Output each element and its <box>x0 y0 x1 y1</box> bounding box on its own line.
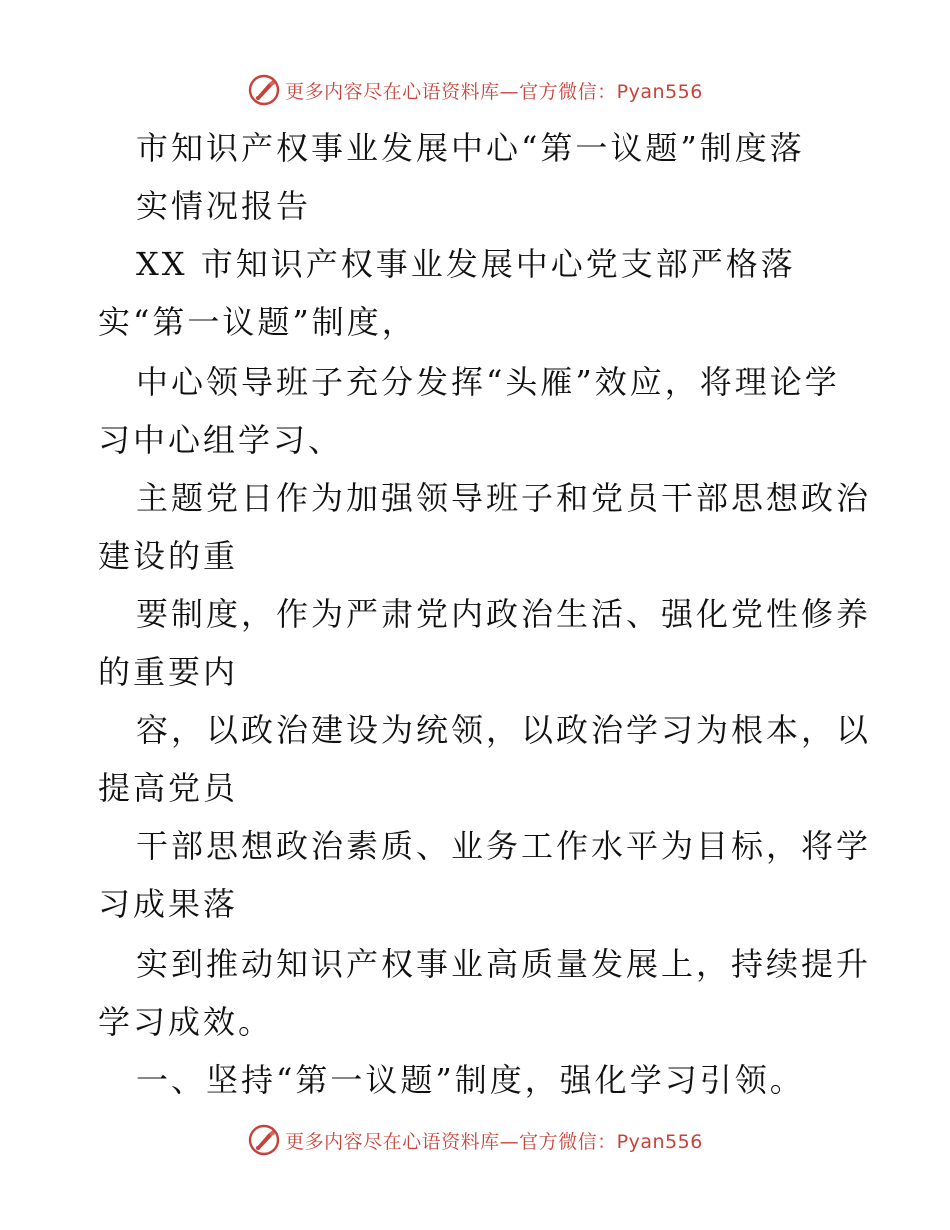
doc-line: 习中心组学习、 <box>98 421 344 459</box>
doc-line: 实“第一议题”制度， <box>98 303 417 341</box>
doc-line: 提高党员 <box>98 769 239 807</box>
doc-line: XX 市知识产权事业发展中心党支部严格落 <box>136 245 796 283</box>
doc-line: 中心领导班子充分发挥“头雁”效应，将理论学 <box>136 363 840 401</box>
doc-line: 干部思想政治素质、业务工作水平为目标，将学 <box>136 827 872 865</box>
doc-line: 市知识产权事业发展中心“第一议题”制度落 <box>136 129 805 167</box>
watermark-text: 更多内容尽在心语资料库—官方微信：Pyan556 <box>285 1130 703 1153</box>
footer-watermark <box>0 1118 950 1162</box>
doc-line: 要制度，作为严肃党内政治生活、强化党性修养 <box>136 595 872 633</box>
doc-line: 建设的重 <box>98 537 239 575</box>
quill-logo-icon <box>247 73 281 107</box>
watermark-text: 更多内容尽在心语资料库—官方微信：Pyan556 <box>285 80 703 103</box>
doc-line: 的重要内 <box>98 653 239 691</box>
doc-line: 学习成效。 <box>98 1003 274 1041</box>
quill-logo-icon <box>247 1123 281 1157</box>
doc-line: 习成果落 <box>98 885 239 923</box>
doc-line: 主题党日作为加强领导班子和党员干部思想政治 <box>136 479 872 517</box>
doc-line: 实到推动知识产权事业高质量发展上，持续提升 <box>136 945 872 983</box>
doc-line: 一、坚持“第一议题”制度，强化学习引领。 <box>136 1061 805 1099</box>
header-watermark <box>0 68 950 112</box>
doc-line: 实情况报告 <box>136 187 312 225</box>
doc-line: 容，以政治建设为统领，以政治学习为根本，以 <box>136 711 872 749</box>
